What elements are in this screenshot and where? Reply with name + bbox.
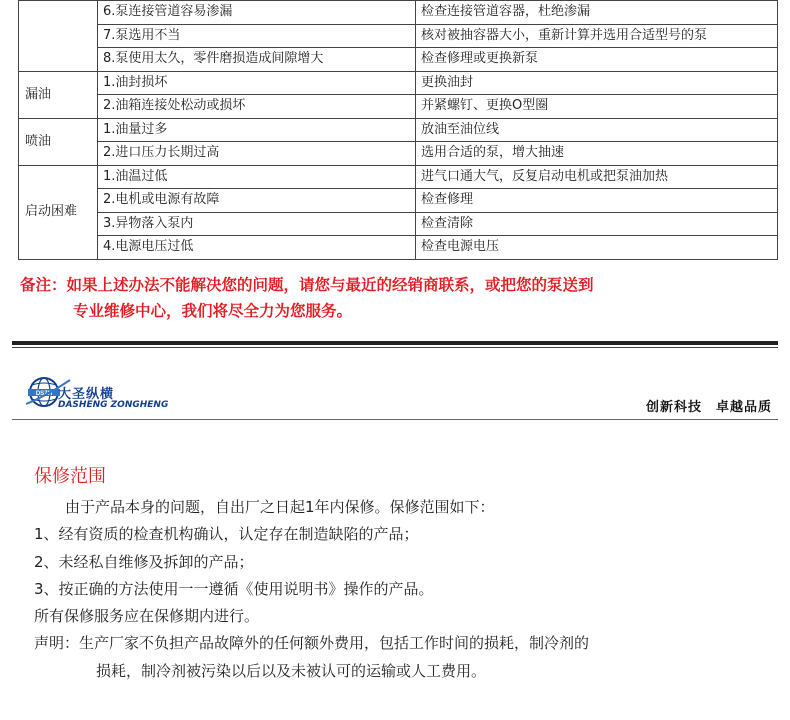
cause-cell: 1.油封损坏: [98, 71, 416, 95]
logo-text: DSZH: [35, 391, 53, 397]
remedy-cell: 检查清除: [416, 212, 778, 236]
remedy-cell: 并紧螺钉、更换O型圈: [416, 95, 778, 119]
list-item: 1、经有资质的检查机构确认，认定存在制造缺陷的产品；: [34, 525, 419, 544]
cause-cell: 2.进口压力长期过高: [98, 142, 416, 166]
brand-name: 大圣纵横: [58, 387, 115, 402]
cause-cell: 2.油箱连接处松动或损坏: [98, 95, 416, 119]
remedy-cell: 进气口通大气，反复启动电机或把泵油加热: [416, 165, 778, 189]
fault-cell: [19, 1, 98, 72]
remedy-cell: 放油至油位线: [416, 118, 778, 142]
table-row: [19, 142, 778, 166]
remedy-cell: 核对被抽容器大小，重新计算并选用合适型号的泵: [416, 24, 778, 48]
remedy-cell: 选用合适的泵，增大抽速: [416, 142, 778, 166]
cause-cell: 1.油温过低: [98, 165, 416, 189]
cause-cell: 8.泵使用太久，零件磨损造成间隙增大: [98, 48, 416, 72]
cause-cell: 3.异物落入泵内: [98, 212, 416, 236]
fault-cell: 漏油: [19, 71, 98, 118]
warranty-body: [34, 494, 774, 685]
cause-cell: 6.泵连接管道容易渗漏: [98, 1, 416, 25]
remedy-cell: 检查电源电压: [416, 236, 778, 260]
section-title: 保修范围: [34, 466, 106, 487]
table-row: [19, 1, 778, 25]
cause-cell: 7.泵选用不当: [98, 24, 416, 48]
statement-text: 损耗，制冷剂被污染以后以及未被认可的运输或人工费用。: [96, 661, 487, 680]
divider: [12, 419, 778, 420]
cause-cell: 2.电机或电源有故障: [98, 189, 416, 213]
table-row: [19, 24, 778, 48]
table-row: [19, 118, 778, 142]
fault-cell: 启动困难: [19, 165, 98, 259]
table-row: [19, 236, 778, 260]
note-line: 专业维修中心，我们将尽全力为您服务。: [73, 302, 353, 320]
note-line: 备注：如果上述办法不能解决您的问题，请您与最近的经销商联系，或把您的泵送到: [20, 276, 594, 294]
statement-text: 声明：生产厂家不负担产品故障外的任何额外费用，包括工作时间的损耗，制冷剂的: [34, 634, 590, 653]
table-row: [19, 48, 778, 72]
divider: [12, 347, 778, 348]
troubleshooting-table: [18, 0, 778, 260]
slogan: 创新科技 卓越品质: [645, 400, 772, 415]
list-item: 3、按正确的方法使用一一遵循《使用说明书》操作的产品。: [34, 579, 434, 598]
list-item: 2、未经私自维修及拆卸的产品；: [34, 552, 254, 571]
cause-cell: 4.电源电压过低: [98, 236, 416, 260]
table-row: [19, 212, 778, 236]
remedy-cell: 检查修理或更换新泵: [416, 48, 778, 72]
divider: [12, 341, 778, 345]
table-row: [19, 95, 778, 119]
cause-cell: 1.油量过多: [98, 118, 416, 142]
fault-cell: 喷油: [19, 118, 98, 165]
remedy-cell: 检查修理: [416, 189, 778, 213]
period-text: 所有保修服务应在保修期内进行。: [34, 607, 260, 626]
remedy-cell: 更换油封: [416, 71, 778, 95]
table-row: [19, 189, 778, 213]
intro-text: 由于产品本身的问题，自出厂之日起1年内保修。保修范围如下：: [65, 498, 495, 516]
table-row: [19, 165, 778, 189]
table-row: [19, 71, 778, 95]
brand-name-en: DASHENG ZONGHENG: [58, 400, 169, 410]
service-note: [20, 272, 780, 324]
remedy-cell: 检查连接管道容器，杜绝渗漏: [416, 1, 778, 25]
